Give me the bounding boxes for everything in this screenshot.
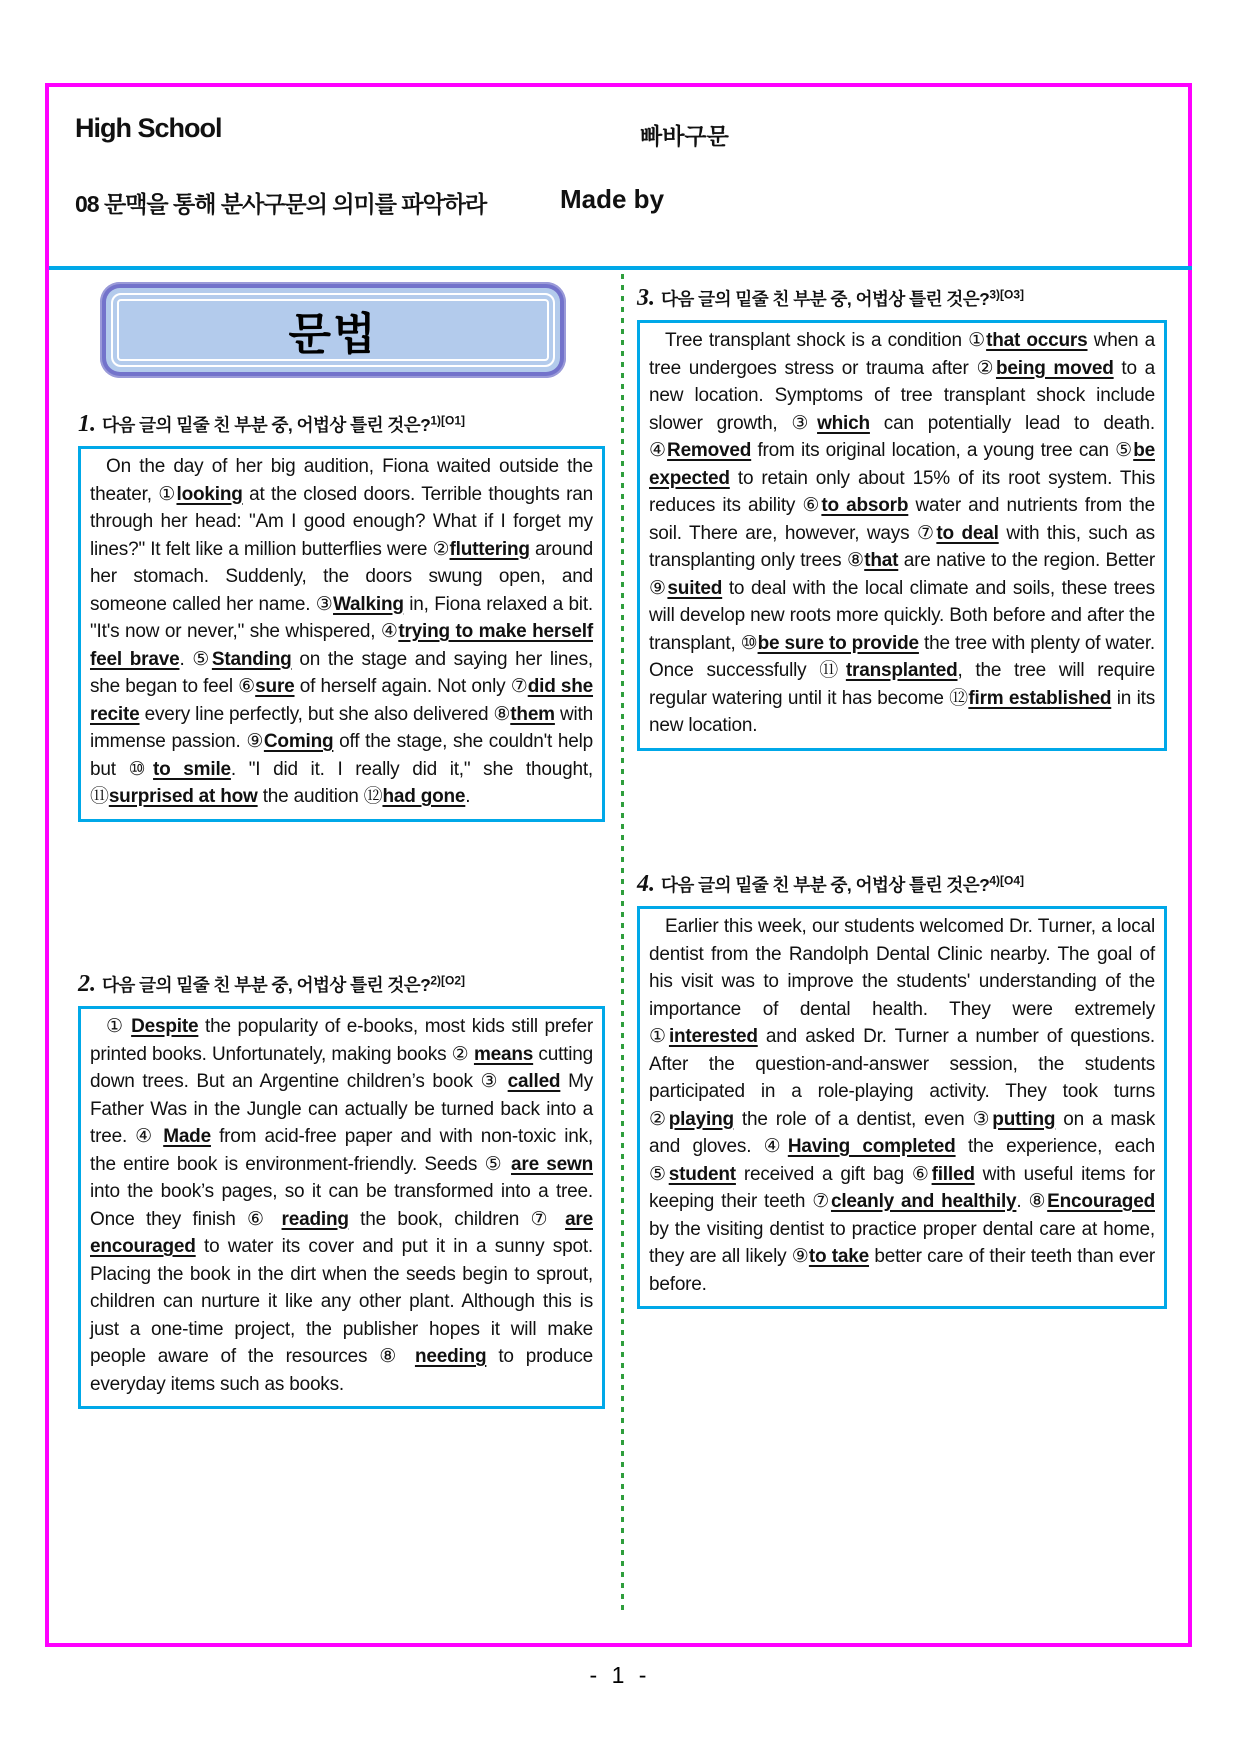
question-1-ref: 1)[O1] [430,413,466,428]
question-4-prompt: 다음 글의 밑줄 친 부분 중, 어법상 틀린 것은? [661,875,990,895]
unit-title: 08 문맥을 통해 분사구문의 의미를 파악하라 [75,191,487,217]
grammar-banner-inner-frame [106,288,560,372]
question-1-passage-box [78,446,605,822]
header-left-title: High School [75,113,222,143]
question-4-header [637,871,1167,898]
question-4-number: 4. [637,871,655,897]
made-by-label: Made by [560,184,665,214]
question-2-ref: 2)[O2] [430,973,466,988]
question-4 [637,871,1167,1309]
column-divider-dotted [621,274,624,1610]
grammar-banner [100,282,566,378]
question-1-prompt: 다음 글의 밑줄 친 부분 중, 어법상 틀린 것은? [102,415,431,435]
question-2-passage-text: ① Despite the popularity of e-books, most kids still prefer printed books. Unfortunately, making books ② means cutting down trees. But an Argentine children’s book ③ called My Father Was in the Jungle can actually be turned back into a tree. ④ Made from acid-free paper and with non-toxic ink, the entire book is environment-friendly. Seeds ⑤ are sewn into the book’s pages, so it can be transformed into a tree. Once they finish ⑥ reading the book, children ⑦ are encouraged to water its cover and put it in a sunny spot. Placing the book in the dirt when the seeds begin to sprout, children can nurture it like any other plant. Although this is just a one-time project, the publisher hopes it will make people aware of the resources ⑧ needing to produce everyday items such as books. [90,1016,594,1395]
question-1-passage-text: On the day of her big audition, Fiona waited outside the theater, ①looking at the closed doors. Terrible thoughts ran through her head: "Am I good enough? What if I forget my lines?" It felt like a million butterflies were ②fluttering around her stomach. Suddenly, the doors swung open, and someone called her name. ③Walking in, Fiona relaxed a bit. "It's now or never," she whispered, ④trying to make herself feel brave. ⑤Standing on the stage and saying her lines, she began to feel ⑥sure of herself again. Not only ⑦did she recite every line perfectly, but she also delivered ⑧them with immense passion. ⑨Coming off the stage, she couldn't help but ⑩to smile. "I did it. I really did it," she thought, ⑪surprised at how the audition ⑫had gone. [90,456,594,807]
question-1 [78,411,605,822]
header-separator-line [49,266,1192,270]
question-4-passage-text: Earlier this week, our students welcomed Dr. Turner, a local dentist from the Randolph Dental Clinic nearby. The goal of his visit was to improve the students' understanding of the importance of dental health. They were extremely ①interested and asked Dr. Turner a number of questions. After the question-and-answer session, the students participated in a role-playing activity. They took turns ②playing the role of a dentist, even ③putting on a mask and gloves. ④Having completed the experience, each ⑤student received a gift bag ⑥filled with useful items for keeping their teeth ⑦cleanly and healthily. ⑧Encouraged by the visiting dentist to practice proper dental care at home, they are all likely ⑨to take better care of their teeth than ever before. [649,916,1155,1295]
question-3-ref: 3)[O3] [989,287,1025,302]
question-3-passage-box [637,320,1167,751]
header-right-title: 빠바구문 [640,123,729,149]
question-2-number: 2. [78,971,96,997]
question-3-header [637,285,1167,312]
question-2-prompt: 다음 글의 밑줄 친 부분 중, 어법상 틀린 것은? [102,975,431,995]
question-2-header [78,971,605,998]
question-3-number: 3. [637,285,655,311]
question-3-prompt: 다음 글의 밑줄 친 부분 중, 어법상 틀린 것은? [661,289,990,309]
question-1-header [78,411,605,438]
question-4-ref: 4)[O4] [989,873,1025,888]
grammar-banner-title: 문법 [288,310,378,359]
question-3-passage-text: Tree transplant shock is a condition ①that occurs when a tree undergoes stress or trauma after ②being moved to a new location. Symptoms of tree transplant shock include slower growth, ③which can potentially lead to death. ④Removed from its original location, a young tree can ⑤be expected to retain only about 15% of its root system. This reduces its ability ⑥to absorb water and nutrients from the soil. There are, however, ways ⑦to deal with this, such as transplanting only trees ⑧that are native to the region. Better ⑨suited to deal with the local climate and soils, these trees will develop new roots more quickly. Both before and after the transplant, ⑩be sure to provide the tree with plenty of water. Once successfully ⑪transplanted, the tree will require regular watering until it has become ⑫firm established in its new location. [649,330,1156,736]
question-3 [637,285,1167,751]
question-4-passage-box [637,906,1167,1309]
question-2 [78,971,605,1409]
page-number: - 1 - [589,1662,651,1688]
question-2-passage-box [78,1006,605,1409]
grammar-banner-face [111,293,555,367]
question-1-number: 1. [78,411,96,437]
